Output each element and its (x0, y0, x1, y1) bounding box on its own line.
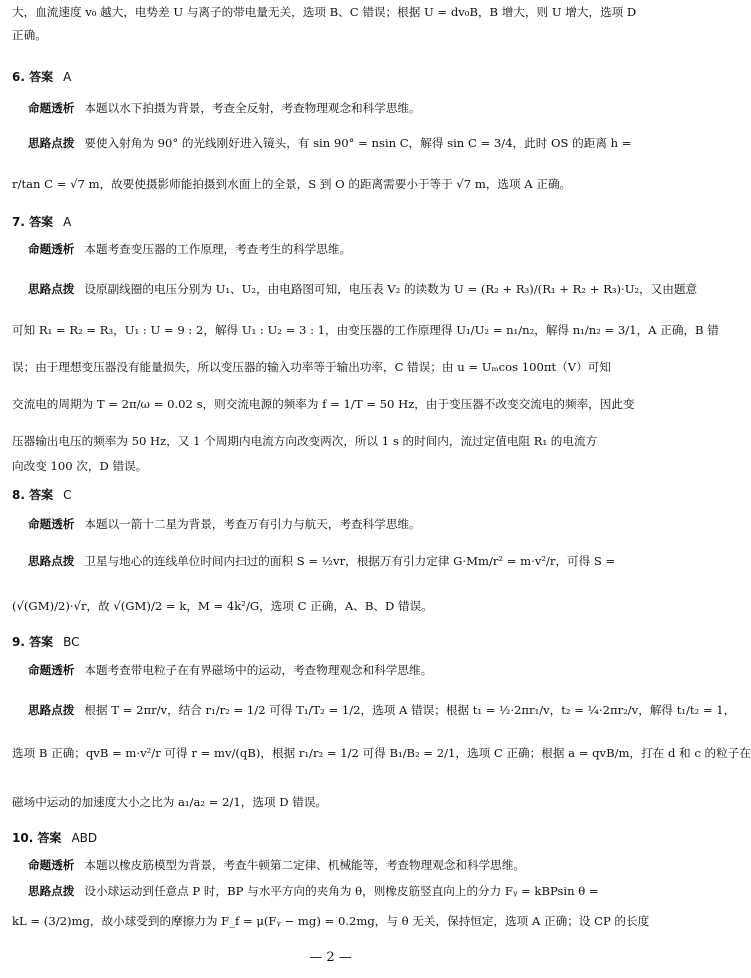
text-line: kL = (3/2)mg，故小球受到的摩擦力为 F_f = μ(Fᵧ − mg) = 0.2mg，与 θ 无关，保持恒定，选项 A 正确；设 CP 的长度 (12, 914, 650, 928)
answer-heading: 8. 答案 C (12, 488, 72, 502)
analysis-line: 命题透析 本题考查带电粒子在有界磁场中的运动，考查物理观念和科学思维。 (28, 663, 433, 677)
text-line: 大，血流速度 v₀ 越大，电势差 U 与离子的带电量无关，选项 B、C 错误；根据 U = dv₀B，B 增大，则 U 增大，选项 D (12, 5, 637, 19)
page-number: — 2 — (309, 950, 352, 965)
text-line: 磁场中运动的加速度大小之比为 a₁/a₂ = 2/1，选项 D 错误。 (12, 795, 327, 809)
solution-line: 思路点拨 设原副线圈的电压分别为 U₁、U₂，由电路图可知，电压表 V₂ 的读数为 U = (R₂ + R₃)/(R₁ + R₂ + R₃)·U₂，又由题意 (28, 282, 698, 296)
analysis-line: 命题透析 本题考查变压器的工作原理，考查考生的科学思维。 (28, 242, 352, 256)
answer-heading: 7. 答案 A (12, 215, 72, 229)
solution-line: 思路点拨 要使入射角为 90° 的光线刚好进入镜头，有 sin 90° = nsin C，解得 sin C = 3/4，此时 OS 的距离 h = (28, 136, 632, 150)
analysis-line: 命题透析 本题以水下拍摄为背景，考查全反射，考查物理观念和科学思维。 (28, 101, 421, 115)
text-line: r/tan C = √7 m，故要使摄影师能拍摄到水面上的全景，S 到 O 的距离需要小于等于 √7 m，选项 A 正确。 (12, 177, 572, 191)
analysis-line: 命题透析 本题以一箭十二星为背景，考查万有引力与航天，考查科学思维。 (28, 517, 421, 531)
text-line: 误；由于理想变压器没有能量损失，所以变压器的输入功率等于输出功率，C 错误；由 u = Uₘcos 100πt（V）可知 (12, 360, 611, 374)
answer-heading: 9. 答案 BC (12, 635, 80, 649)
text-line: 选项 B 正确；qvB = m·v²/r 可得 r = mv/(qB)，根据 r₁/r₂ = 1/2 可得 B₁/B₂ = 2/1，选项 C 正确；根据 a = qvB/m，打在 d 和 c 的粒子在 (12, 746, 751, 760)
text-line: (√(GM)/2)·√r，故 √(GM)/2 = k，M = 4k²/G，选项 C 正确，A、B、D 错误。 (12, 599, 433, 613)
text-line: 交流电的周期为 T = 2π/ω = 0.02 s，则交流电源的频率为 f = 1/T = 50 Hz，由于变压器不改变交流电的频率，因此变 (12, 397, 635, 411)
text-line: 压器输出电压的频率为 50 Hz，又 1 个周期内电流方向改变两次，所以 1 s 的时间内，流过定值电阻 R₁ 的电流方 (12, 434, 598, 448)
text-line: 向改变 100 次，D 错误。 (12, 459, 148, 473)
solution-line: 思路点拨 卫星与地心的连线单位时间内扫过的面积 S = ½vr，根据万有引力定律 G·Mm/r² = m·v²/r，可得 S = (28, 554, 616, 568)
answer-heading: 6. 答案 A (12, 70, 72, 84)
answer-heading: 10. 答案 ABD (12, 831, 98, 845)
text-line: 可知 R₁ = R₂ = R₃，U₁ : U = 9 : 2，解得 U₁ : U₂ = 3 : 1，由变压器的工作原理得 U₁/U₂ = n₁/n₂，解得 n₁/n₂ = 3/1，A 正确，B 错 (12, 323, 719, 337)
text-line: 正确。 (12, 28, 47, 42)
analysis-line: 命题透析 本题以橡皮筋模型为背景，考查牛顿第二定律、机械能等，考查物理观念和科学思维。 (28, 858, 525, 872)
solution-line: 思路点拨 设小球运动到任意点 P 时，BP 与水平方向的夹角为 θ，则橡皮筋竖直向上的分力 Fᵧ = kBPsin θ = (28, 884, 599, 898)
solution-line: 思路点拨 根据 T = 2πr/v，结合 r₁/r₂ = 1/2 可得 T₁/T₂ = 1/2，选项 A 错误；根据 t₁ = ½·2πr₁/v，t₂ = ¼·2πr₂/v，解得 t₁/t₂ = 1， (28, 703, 736, 717)
